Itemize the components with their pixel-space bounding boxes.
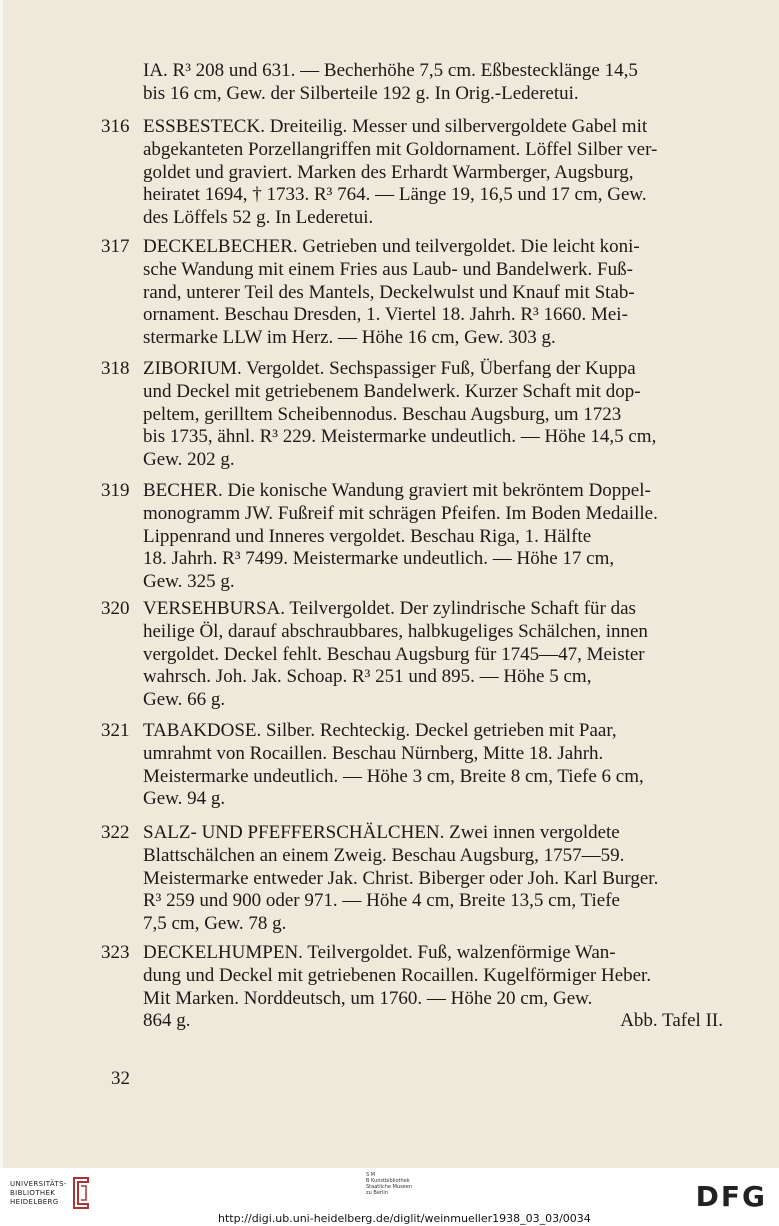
text-line: IA. R³ 208 und 631. — Becherhöhe 7,5 cm. Eßbestecklänge 14,5 xyxy=(143,60,638,81)
text-line: abgekanteten Porzellangriffen mit Goldornament. Löffel Silber ver- xyxy=(143,138,658,160)
catalog-entry-316 xyxy=(103,116,723,230)
digitization-footer xyxy=(0,1168,779,1226)
entry-number: 319 xyxy=(101,480,130,501)
text-line: TABAKDOSE. Silber. Rechteckig. Deckel getrieben mit Paar, xyxy=(143,720,617,741)
text-line: peltem, gerilltem Scheibennodus. Beschau Augsburg, um 1723 xyxy=(143,403,622,425)
catalog-entry-318 xyxy=(103,358,723,472)
stamp-line: S M xyxy=(366,1172,376,1178)
catalog-entry-321 xyxy=(103,720,723,811)
text-line: monogramm JW. Fußreif mit schrägen Pfeifen. Im Boden Medaille. xyxy=(143,502,658,524)
plate-reference: Abb. Tafel II. xyxy=(620,1010,723,1032)
museum-stamp xyxy=(366,1172,412,1196)
library-name-line: BIBLIOTHEK xyxy=(10,1189,56,1197)
text-line: vergoldet. Deckel fehlt. Beschau Augsburg für 1745—47, Meister xyxy=(143,643,645,665)
entry-number: 317 xyxy=(101,236,130,257)
text-line: R³ 259 und 900 oder 971. — Höhe 4 cm, Breite 13,5 cm, Tiefe xyxy=(143,890,620,912)
text-line: bis 16 cm, Gew. der Silberteile 192 g. In Orig.-Lederetui. xyxy=(143,82,579,104)
text-line: ZIBORIUM. Vergoldet. Sechspassiger Fuß, Überfang der Kuppa xyxy=(143,358,636,379)
continued-entry xyxy=(103,60,723,106)
entry-number: 323 xyxy=(101,942,130,963)
text-line xyxy=(143,1010,723,1033)
library-mark-icon xyxy=(70,1176,92,1210)
entry-number: 316 xyxy=(101,116,130,137)
catalog-entry-320 xyxy=(103,598,723,712)
text-line: umrahmt von Rocaillen. Beschau Nürnberg, Mitte 18. Jahrh. xyxy=(143,742,604,764)
source-url-link[interactable]: http://digi.ub.uni-heidelberg.de/diglit/weinmueller1938_03_03/0034 xyxy=(218,1212,591,1225)
text-line: Meistermarke undeutlich. — Höhe 3 cm, Breite 8 cm, Tiefe 6 cm, xyxy=(143,765,644,787)
entry-number: 318 xyxy=(101,358,130,379)
entry-number: 321 xyxy=(101,720,130,741)
text-line: Meistermarke entweder Jak. Christ. Biberger oder Joh. Karl Burger. xyxy=(143,867,659,889)
text-line: wahrsch. Joh. Jak. Schoap. R³ 251 und 895. — Höhe 5 cm, xyxy=(143,666,592,688)
entry-number: 320 xyxy=(101,598,130,619)
library-name-line: UNIVERSITÄTS- xyxy=(10,1180,67,1188)
entry-number: 322 xyxy=(101,822,130,843)
text-line: bis 1735, ähnl. R³ 229. Meistermarke undeutlich. — Höhe 14,5 cm, xyxy=(143,426,657,448)
text-line: und Deckel mit getriebenem Bandelwerk. Kurzer Schaft mit dop- xyxy=(143,380,641,402)
text-line: ornament. Beschau Dresden, 1. Viertel 18. Jahrh. R³ 1660. Mei- xyxy=(143,304,628,326)
text-line: goldet und graviert. Marken des Erhardt Warmberger, Augsburg, xyxy=(143,161,634,183)
text-line: VERSEHBURSA. Teilvergoldet. Der zylindrische Schaft für das xyxy=(143,598,636,619)
text-line: Gew. 202 g. xyxy=(143,449,235,471)
stamp-line: Staatliche Museen xyxy=(366,1184,412,1190)
text-line: Gew. 94 g. xyxy=(143,788,226,810)
library-name-line: HEIDELBERG xyxy=(10,1198,59,1206)
text-line: heiratet 1694, † 1733. R³ 764. — Länge 19, 16,5 und 17 cm, Gew. xyxy=(143,184,647,206)
catalog-entry-322 xyxy=(103,822,723,936)
text-line: Mit Marken. Norddeutsch, um 1760. — Höhe 20 cm, Gew. xyxy=(143,987,593,1009)
dfg-logo[interactable]: DFG xyxy=(695,1180,767,1213)
library-logo[interactable] xyxy=(10,1180,67,1207)
text-line: Lippenrand und Inneres vergoldet. Beschau Riga, 1. Hälfte xyxy=(143,525,592,547)
page-number: 32 xyxy=(111,1068,130,1089)
text-line: DECKELBECHER. Getrieben und teilvergoldet. Die leicht koni- xyxy=(143,236,640,257)
stamp-line: zu Berlin xyxy=(366,1190,388,1196)
text-line: heilige Öl, darauf abschraubbares, halbkugeliges Schälchen, innen xyxy=(143,620,648,642)
catalog-entry-317 xyxy=(103,236,723,350)
text-line: sche Wandung mit einem Fries aus Laub- und Bandelwerk. Fuß- xyxy=(143,258,633,280)
text-line: DECKELHUMPEN. Teilvergoldet. Fuß, walzenförmige Wan- xyxy=(143,942,616,963)
text-line: Blattschälchen an einem Zweig. Beschau Augsburg, 1757—59. xyxy=(143,844,625,866)
text-line: dung und Deckel mit getriebenen Rocaillen. Kugelförmiger Heber. xyxy=(143,964,652,986)
text-line: SALZ- UND PFEFFERSCHÄLCHEN. Zwei innen vergoldete xyxy=(143,822,620,843)
text-line: BECHER. Die konische Wandung graviert mit bekröntem Doppel- xyxy=(143,480,651,501)
text-line: 18. Jahrh. R³ 7499. Meistermarke undeutlich. — Höhe 17 cm, xyxy=(143,548,615,570)
text-line: stermarke LLW im Herz. — Höhe 16 cm, Gew. 303 g. xyxy=(143,327,556,349)
text-line: rand, unterer Teil des Mantels, Deckelwulst und Knauf mit Stab- xyxy=(143,281,635,303)
text-line: Gew. 325 g. xyxy=(143,571,235,593)
text-line: Gew. 66 g. xyxy=(143,689,226,711)
text-line: des Löffels 52 g. In Lederetui. xyxy=(143,207,374,229)
stamp-line: B Kunstbibliothek xyxy=(366,1178,410,1184)
text-line: ESSBESTECK. Dreiteilig. Messer und silbervergoldete Gabel mit xyxy=(143,116,648,137)
text-line-end: 864 g. xyxy=(143,1010,191,1032)
text-line: 7,5 cm, Gew. 78 g. xyxy=(143,913,287,935)
catalog-entry-323 xyxy=(103,942,723,1033)
catalog-entry-319 xyxy=(103,480,723,594)
